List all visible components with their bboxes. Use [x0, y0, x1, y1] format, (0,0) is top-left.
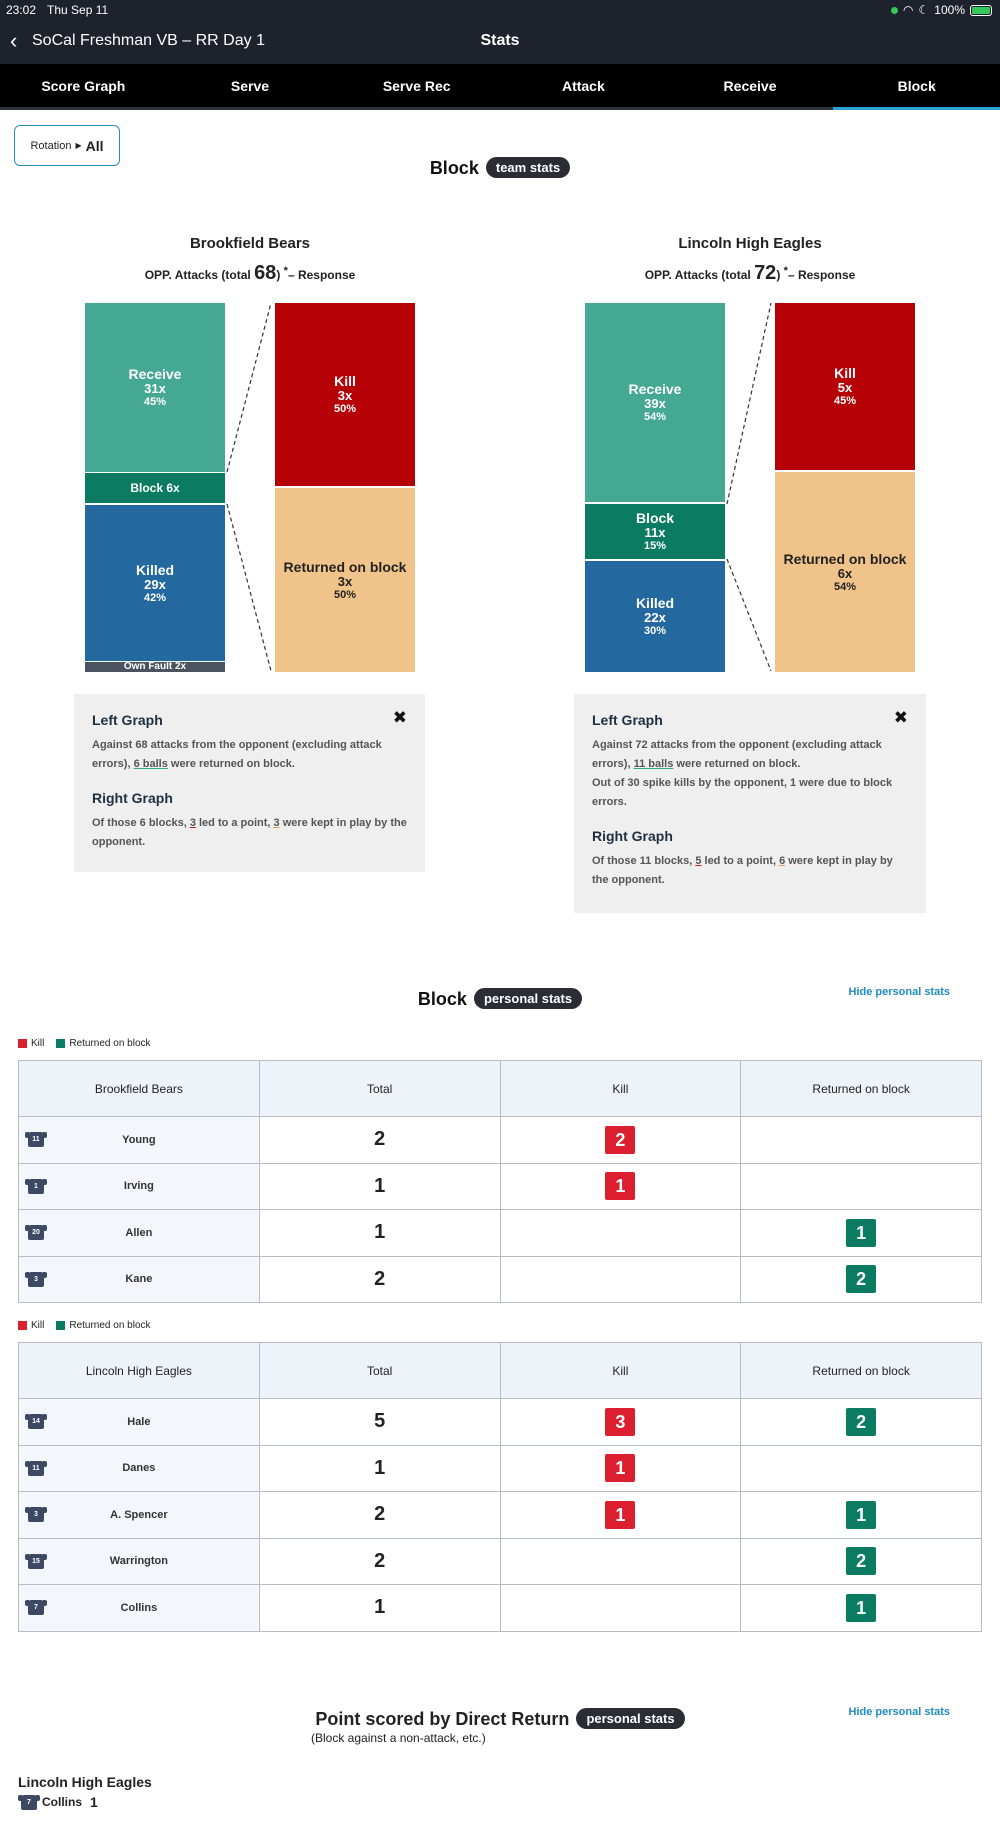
- text: were kept in play by the opponent.: [92, 817, 407, 848]
- right-graph-text: [92, 814, 407, 852]
- table-row[interactable]: [19, 1210, 982, 1257]
- text: Of those 6 blocks,: [92, 817, 190, 829]
- moon-icon: ☾: [918, 3, 930, 17]
- total-cell: 2: [259, 1256, 500, 1303]
- returned-cell: [741, 1492, 982, 1539]
- battery-icon: [970, 5, 992, 16]
- seg-pct: 54%: [833, 580, 857, 593]
- total-cell: 1: [259, 1585, 500, 1632]
- col-header: Returned on block: [741, 1343, 982, 1399]
- text: Of those 11 blocks,: [592, 855, 696, 867]
- seg-label: Returned on block: [283, 558, 407, 575]
- footnote-star: *: [783, 265, 788, 277]
- seg-pct: 30%: [643, 625, 667, 637]
- table-row[interactable]: [19, 1399, 982, 1446]
- player-cell: [19, 1538, 260, 1585]
- seg-label: Kill: [834, 365, 856, 381]
- highlight: 6: [779, 855, 786, 867]
- seg-pct: 42%: [143, 591, 167, 604]
- returned-cell: [741, 1399, 982, 1446]
- a-returned-segment[interactable]: [275, 488, 415, 672]
- subtitle-end: – Response: [787, 268, 856, 282]
- kill-cell: [500, 1399, 741, 1446]
- player-name: Collins: [42, 1795, 83, 1809]
- player-cell: [19, 1210, 260, 1257]
- stats-tabs: [0, 64, 1000, 110]
- seg-count: 3x: [337, 388, 353, 403]
- total-cell: 2: [259, 1538, 500, 1585]
- returned-badge: 1: [846, 1594, 876, 1622]
- legend-label: Returned on block: [69, 1320, 151, 1331]
- a-kill-segment[interactable]: [275, 303, 415, 486]
- seg-pct: 50%: [333, 588, 357, 601]
- highlight: 11 balls: [633, 758, 674, 770]
- team-stats-heading: [0, 157, 1000, 179]
- jersey-icon: 3: [28, 1507, 44, 1522]
- seg-pct: 15%: [643, 540, 667, 552]
- jersey-icon: 11: [28, 1132, 44, 1147]
- kill-cell: [500, 1210, 741, 1257]
- jersey-icon: 15: [28, 1554, 44, 1569]
- total-cell: 5: [259, 1399, 500, 1446]
- kill-cell: [500, 1585, 741, 1632]
- player-name: Young: [122, 1133, 156, 1146]
- total-cell: 2: [259, 1492, 500, 1539]
- b-kill-segment[interactable]: [775, 303, 915, 470]
- kill-cell: [500, 1256, 741, 1303]
- seg-label: Block 6x: [130, 481, 180, 495]
- left-graph-title: Left Graph: [592, 712, 663, 728]
- event-title[interactable]: SoCal Freshman VB – RR Day 1: [32, 32, 265, 49]
- text: led to a point,: [195, 817, 274, 829]
- text: Against 72 attacks from the opponent (excluding attack errors),: [592, 739, 882, 770]
- hide-direct-stats-link[interactable]: Hide personal stats: [848, 1706, 950, 1718]
- team-b-name: Lincoln High Eagles: [678, 235, 822, 252]
- seg-count: 11x: [644, 525, 666, 540]
- player-cell: [19, 1399, 260, 1446]
- team-a-subtitle: [50, 262, 450, 285]
- seg-label: Returned on block: [783, 550, 907, 567]
- subtitle-prefix: OPP. Attacks (total: [144, 268, 255, 282]
- tab-serve[interactable]: Serve: [167, 64, 334, 110]
- battery-percent: 100%: [934, 3, 965, 17]
- player-cell: [19, 1117, 260, 1164]
- returned-cell: [741, 1210, 982, 1257]
- direct-personal-stats-pill: personal stats: [576, 1708, 684, 1729]
- seg-count: 39x: [644, 396, 666, 411]
- highlight: 5: [695, 855, 702, 867]
- caret-right-icon: ▶: [75, 141, 82, 150]
- direct-return-subtitle: (Block against a non-attack, etc.): [311, 1731, 486, 1745]
- player-cell: [19, 1445, 260, 1492]
- hide-personal-stats-link[interactable]: Hide personal stats: [848, 986, 950, 998]
- b-connector-lines: [725, 300, 775, 675]
- kill-badge: 1: [605, 1501, 635, 1529]
- a-connector-lines: [225, 300, 275, 675]
- status-date: Thu Sep 11: [47, 3, 109, 17]
- legend-b: [18, 1320, 151, 1331]
- text: were kept in play by the opponent.: [592, 855, 893, 886]
- b-returned-segment[interactable]: [775, 472, 915, 672]
- returned-cell: [741, 1256, 982, 1303]
- team-stats-pill: team stats: [486, 157, 570, 178]
- legend-label: Returned on block: [69, 1038, 151, 1049]
- table-row[interactable]: [19, 1117, 982, 1164]
- table-row[interactable]: [19, 1538, 982, 1585]
- player-name: Hale: [127, 1415, 151, 1428]
- seg-label: Own Fault 2x: [123, 662, 187, 672]
- player-name: Danes: [122, 1462, 156, 1475]
- tab-receive[interactable]: Receive: [667, 64, 834, 110]
- total-cell: 2: [259, 1117, 500, 1164]
- player-name: Kane: [125, 1273, 153, 1286]
- seg-pct: 54%: [643, 411, 667, 423]
- returned-badge: 1: [846, 1219, 876, 1247]
- kill-cell: [500, 1163, 741, 1210]
- subtitle-end: – Response: [287, 268, 356, 282]
- rotation-label: Rotation: [30, 139, 72, 152]
- jersey-icon: 20: [28, 1225, 44, 1240]
- kill-cell: [500, 1538, 741, 1585]
- mic-indicator-icon: [891, 7, 898, 14]
- wifi-icon: ◠: [903, 3, 914, 17]
- status-time: 23:02: [6, 3, 37, 17]
- text: Against 68 attacks from the opponent (excluding attack errors),: [92, 739, 382, 770]
- returned-cell: [741, 1585, 982, 1632]
- returned-badge: 1: [846, 1501, 876, 1529]
- jersey-icon: 14: [28, 1414, 44, 1429]
- player-name: Irving: [123, 1180, 154, 1193]
- seg-count: 6x: [837, 565, 853, 581]
- right-graph-title: Right Graph: [92, 790, 173, 806]
- team-a-personal-table: [18, 1060, 982, 1303]
- subtitle-close: ): [276, 268, 284, 282]
- kill-swatch: [18, 1321, 27, 1330]
- player-name: Allen: [125, 1226, 153, 1239]
- returned-cell: [741, 1163, 982, 1210]
- right-graph-text: [592, 852, 908, 890]
- left-graph-title: Left Graph: [92, 712, 163, 728]
- legend-label: Kill: [31, 1038, 45, 1049]
- kill-swatch: [18, 1039, 27, 1048]
- col-header: Returned on block: [741, 1061, 982, 1117]
- rotation-value: All: [85, 137, 104, 154]
- b-info-panel: [574, 694, 926, 913]
- seg-count: 22x: [644, 610, 666, 625]
- seg-label: Kill: [334, 373, 356, 389]
- section-title: Point scored by Direct Return: [315, 1709, 570, 1729]
- left-graph-text: [92, 736, 407, 774]
- col-header: Kill: [500, 1061, 741, 1117]
- col-header: Lincoln High Eagles: [19, 1343, 260, 1399]
- personal-stats-pill: personal stats: [474, 988, 582, 1009]
- jersey-icon: 3: [28, 1272, 44, 1287]
- returned-badge: 2: [846, 1547, 876, 1575]
- returned-cell: [741, 1445, 982, 1492]
- text: were returned on block.: [673, 758, 801, 770]
- direct-team-name: Lincoln High Eagles: [18, 1774, 152, 1790]
- a-info-panel: [74, 694, 425, 872]
- team-b-subtitle: [550, 262, 950, 285]
- kill-cell: [500, 1117, 741, 1164]
- section-title: Block: [417, 989, 467, 1009]
- seg-pct: 50%: [333, 403, 357, 415]
- left-graph-text-2: Out of 30 spike kills by the opponent, 1 were due to block errors.: [592, 777, 893, 808]
- highlight: 3: [273, 817, 280, 829]
- a-block-segment[interactable]: [85, 473, 225, 503]
- a-killed-segment[interactable]: [85, 505, 225, 661]
- kill-badge: 1: [605, 1454, 635, 1482]
- a-receive-segment[interactable]: [85, 303, 225, 472]
- jersey-icon: 1: [28, 1179, 44, 1194]
- tab-score-graph[interactable]: Score Graph: [0, 64, 167, 110]
- seg-label: Receive: [628, 381, 682, 397]
- seg-pct: 45%: [143, 396, 167, 408]
- player-name: A. Spencer: [110, 1508, 168, 1521]
- jersey-icon: 7: [28, 1600, 44, 1615]
- b-block-segment[interactable]: [585, 504, 725, 559]
- jersey-icon: 7: [21, 1795, 37, 1810]
- highlight: 3: [189, 817, 196, 829]
- a-fault-segment[interactable]: [85, 662, 225, 672]
- table-row[interactable]: [19, 1256, 982, 1303]
- player-cell: [19, 1163, 260, 1210]
- seg-label: Block: [635, 510, 675, 526]
- table-row[interactable]: [19, 1445, 982, 1492]
- kill-cell: [500, 1492, 741, 1539]
- tab-attack[interactable]: Attack: [500, 64, 667, 110]
- kill-badge: 3: [605, 1408, 635, 1436]
- nav-bar: [0, 20, 1000, 64]
- player-cell: [19, 1492, 260, 1539]
- seg-count: 29x: [144, 576, 166, 592]
- seg-label: Killed: [635, 595, 675, 611]
- legend-label: Kill: [31, 1320, 45, 1331]
- direct-player-row: [18, 1794, 98, 1810]
- seg-count: 5x: [837, 380, 853, 395]
- team-a-total: 68: [254, 262, 277, 284]
- total-cell: 1: [259, 1210, 500, 1257]
- returned-cell: [741, 1538, 982, 1585]
- back-chevron-icon[interactable]: ‹: [10, 28, 18, 53]
- legend-a: [18, 1038, 151, 1049]
- page-title: Stats: [480, 32, 520, 49]
- returned-cell: [741, 1117, 982, 1164]
- text: were returned on block.: [167, 758, 295, 770]
- tab-serve-rec[interactable]: Serve Rec: [333, 64, 500, 110]
- kill-badge: 1: [605, 1172, 635, 1200]
- col-header: Total: [259, 1343, 500, 1399]
- text: led to a point,: [701, 855, 780, 867]
- subtitle-prefix: OPP. Attacks (total: [644, 268, 755, 282]
- total-cell: 1: [259, 1163, 500, 1210]
- returned-badge: 2: [846, 1265, 876, 1293]
- subtitle-close: ): [776, 268, 784, 282]
- seg-label: Killed: [135, 561, 175, 578]
- team-b-total: 72: [754, 262, 777, 284]
- status-bar: [0, 0, 1000, 20]
- seg-count: 3x: [337, 573, 353, 589]
- player-cell: [19, 1256, 260, 1303]
- kill-badge: 2: [605, 1126, 635, 1154]
- table-row[interactable]: [19, 1492, 982, 1539]
- col-header: Brookfield Bears: [19, 1061, 260, 1117]
- col-header: Total: [259, 1061, 500, 1117]
- team-a-name: Brookfield Bears: [189, 235, 311, 252]
- highlight: 6 balls: [133, 758, 168, 770]
- team-b-personal-table: [18, 1342, 982, 1632]
- section-title: Block: [429, 158, 479, 178]
- b-receive-segment[interactable]: [585, 303, 725, 502]
- b-killed-segment[interactable]: [585, 561, 725, 672]
- footnote-star: *: [283, 265, 288, 277]
- player-name: Collins: [120, 1601, 158, 1614]
- returned-swatch: [56, 1039, 65, 1048]
- player-name: Warrington: [109, 1555, 168, 1568]
- player-value: 1: [90, 1794, 98, 1810]
- seg-count: 31x: [144, 381, 166, 396]
- left-graph-text: [592, 736, 908, 774]
- right-graph-title: Right Graph: [592, 828, 673, 844]
- seg-label: Receive: [128, 366, 182, 382]
- close-icon[interactable]: ✖: [392, 708, 407, 727]
- table-row[interactable]: [19, 1163, 982, 1210]
- returned-swatch: [56, 1321, 65, 1330]
- player-cell: [19, 1585, 260, 1632]
- col-header: Kill: [500, 1343, 741, 1399]
- jersey-icon: 11: [28, 1461, 44, 1476]
- table-row[interactable]: [19, 1585, 982, 1632]
- status-indicators: [891, 3, 992, 17]
- kill-cell: [500, 1445, 741, 1492]
- seg-pct: 45%: [833, 395, 857, 407]
- returned-badge: 2: [846, 1408, 876, 1436]
- tab-block[interactable]: Block: [833, 64, 1000, 110]
- total-cell: 1: [259, 1445, 500, 1492]
- close-icon[interactable]: ✖: [893, 708, 908, 727]
